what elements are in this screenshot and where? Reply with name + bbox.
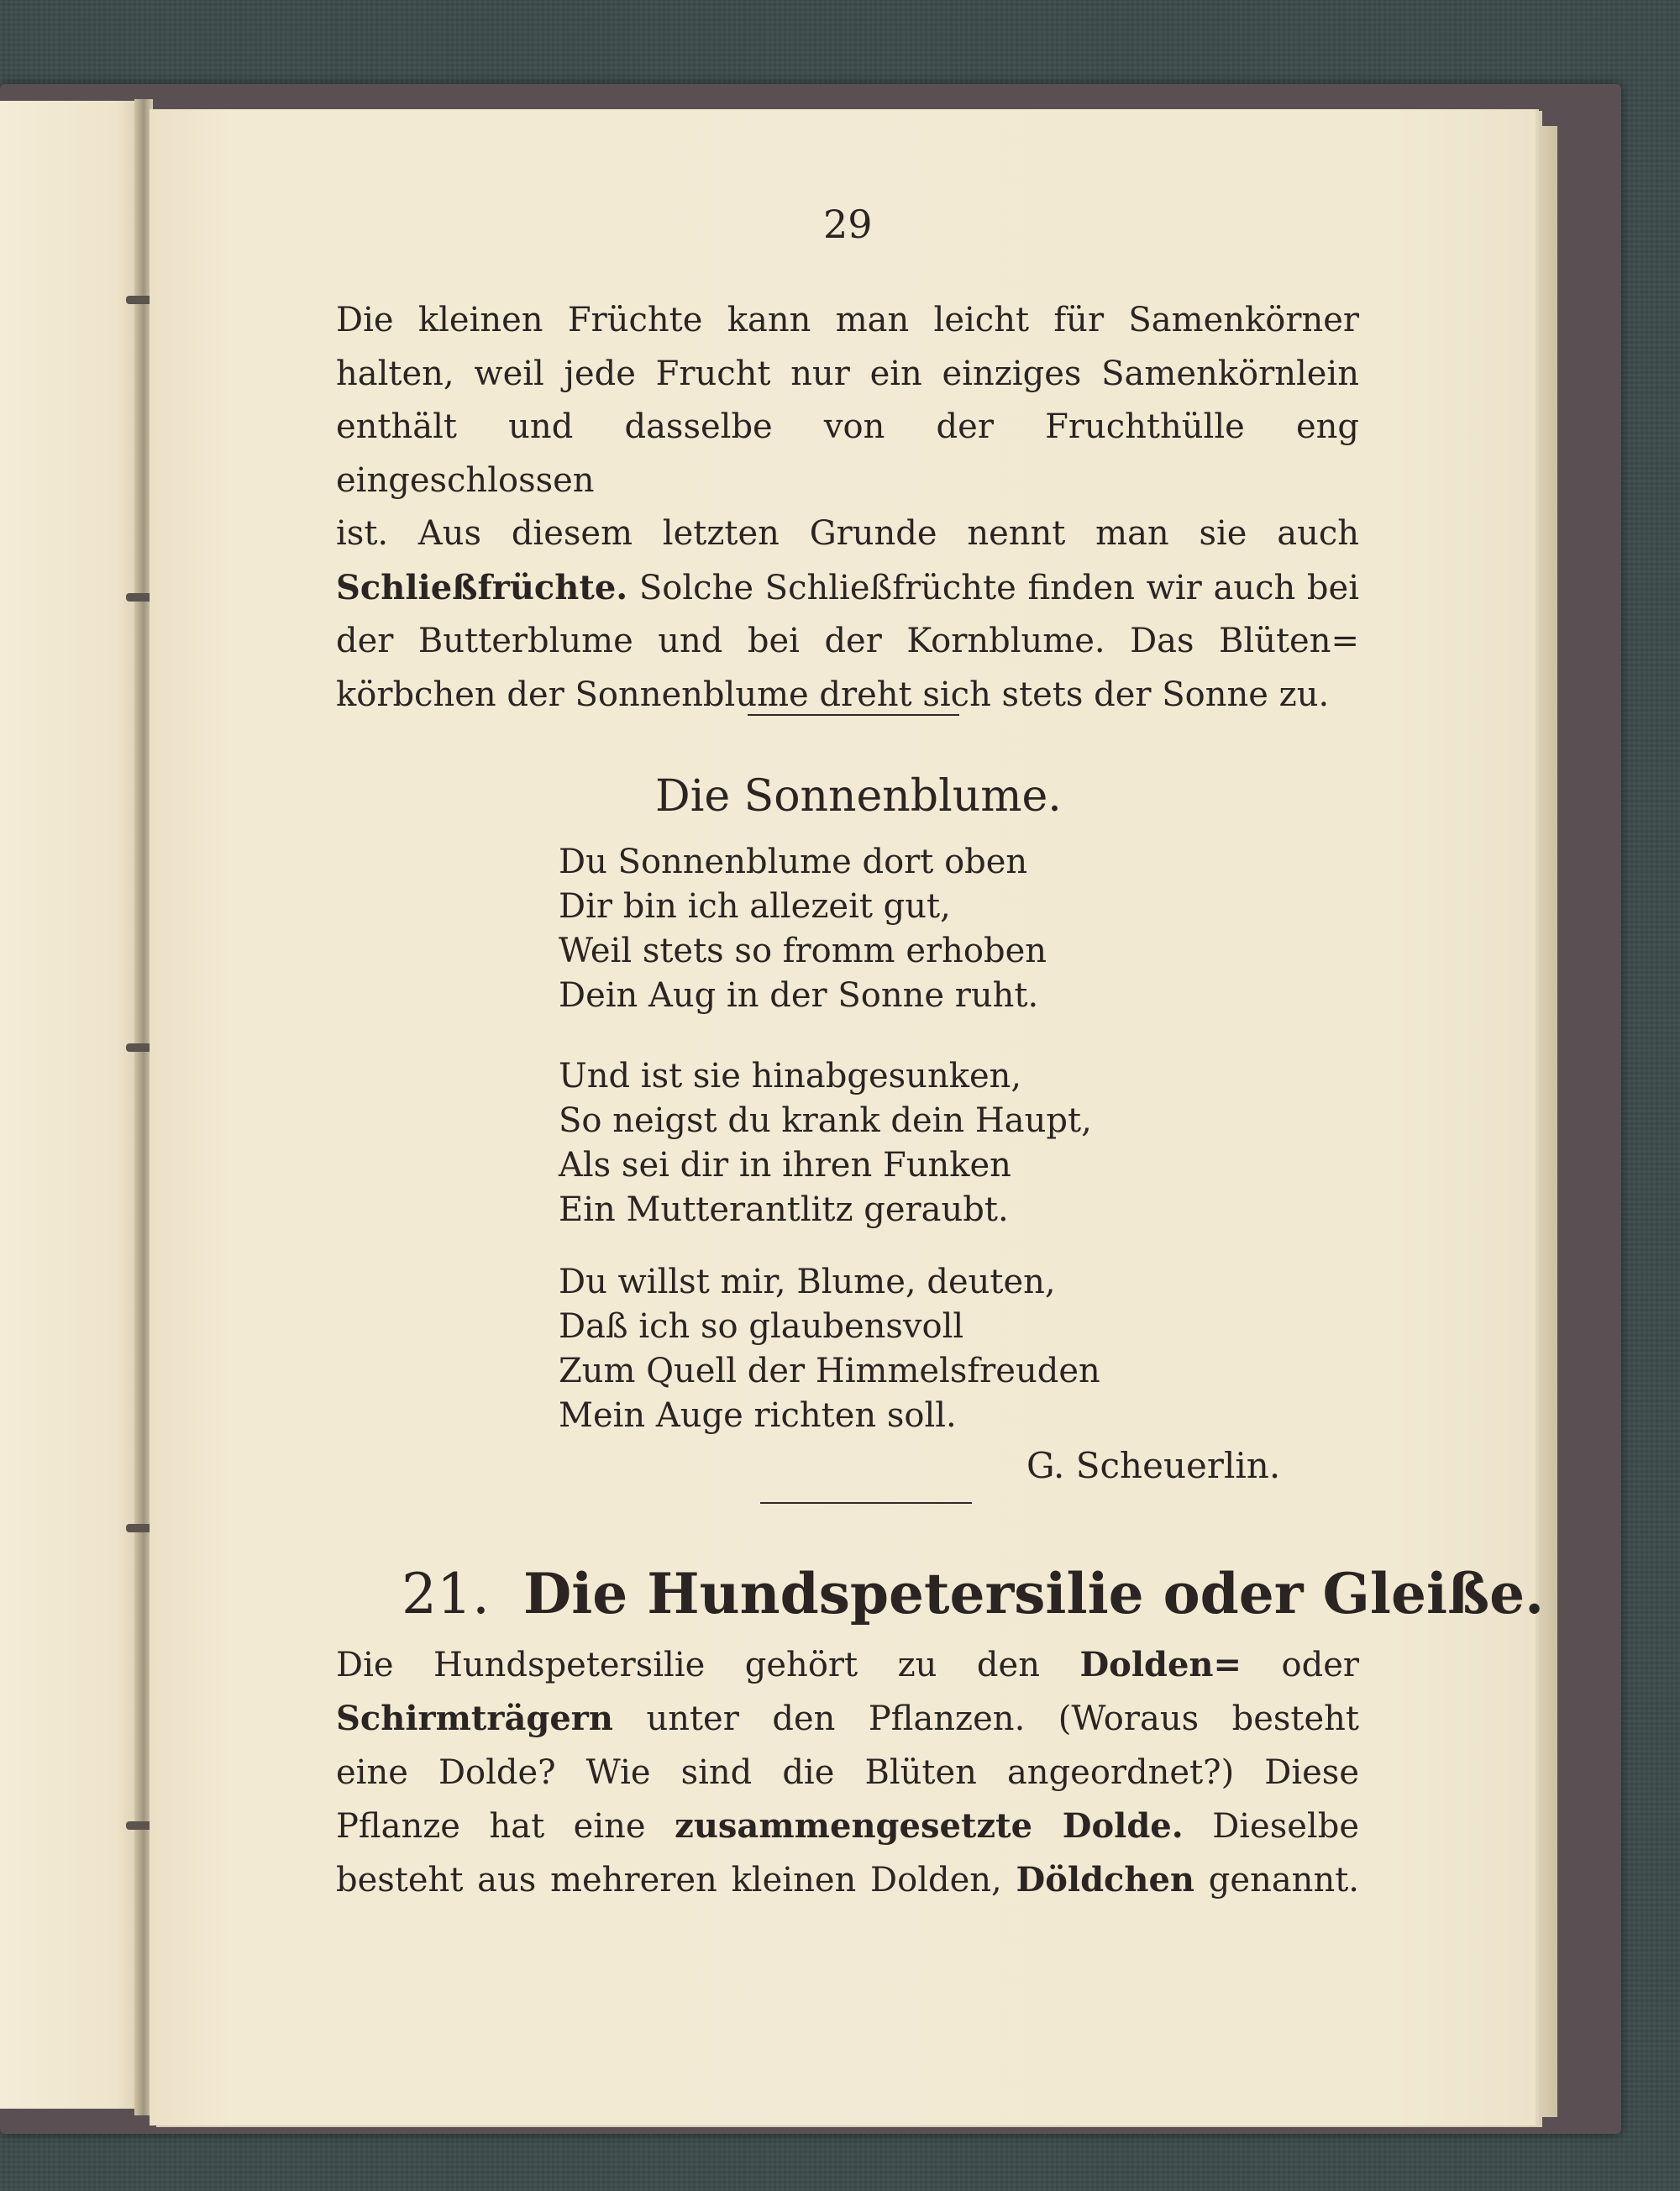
text-fragment: Die Hundspetersilie gehört zu den	[336, 1646, 1080, 1684]
poem-title: Die Sonnenblume.	[655, 771, 1062, 822]
text-line: enthält und dasselbe von der Fruchthülle eng eingeschlossen	[336, 407, 1359, 500]
text-line	[336, 1692, 1359, 1746]
poem-line: Dir bin ich allezeit gut,	[559, 887, 951, 926]
text-line	[336, 1853, 1359, 1907]
text-line: halten, weil jede Frucht nur ein einziges Samenkörnlein	[336, 354, 1359, 393]
poem-line: Weil stets so fromm erhoben	[559, 932, 1047, 970]
text-line	[336, 1638, 1359, 1692]
emphasis-term: Schließfrüchte.	[336, 567, 628, 607]
emphasis-term: zusammengesetzte Dolde.	[675, 1806, 1184, 1846]
section-heading	[402, 1561, 1544, 1626]
text-line	[336, 1746, 1359, 1800]
page-stack-edge	[1534, 126, 1557, 2117]
text-fragment: oder	[1242, 1646, 1360, 1684]
section-divider	[748, 714, 959, 716]
page-number: 29	[823, 202, 873, 247]
text-fragment: besteht aus mehreren kleinen Dolden,	[336, 1861, 1016, 1899]
text-line	[336, 1800, 1359, 1853]
emphasis-term: Schirmträgern	[336, 1699, 613, 1738]
text-fragment: unter den Pflanzen. (Woraus besteht	[612, 1700, 1359, 1738]
poem-stanza-1	[559, 840, 1047, 1018]
text-line: der Butterblume und bei der Kornblume. Das Blüten=	[336, 622, 1359, 660]
text-line: körbchen der Sonnenblume dreht sich stets der Sonne zu.	[336, 675, 1330, 714]
poem-stanza-2	[559, 1054, 1092, 1232]
section-divider	[760, 1502, 972, 1504]
left-page	[0, 101, 144, 2109]
poem-line: Und ist sie hinabgesunken,	[559, 1057, 1022, 1096]
poem-line: Du Sonnenblume dort oben	[559, 843, 1028, 881]
poem-line: Als sei dir in ihren Funken	[559, 1146, 1011, 1185]
poem-line: Du willst mir, Blume, deuten,	[559, 1263, 1056, 1301]
poem-line: Zum Quell der Himmelsfreuden	[559, 1352, 1100, 1390]
poem-stanza-3	[559, 1260, 1100, 1438]
text-line: ist. Aus diesem letzten Grunde nennt man sie auch	[336, 514, 1359, 553]
poem-line: So neigst du krank dein Haupt,	[559, 1101, 1092, 1140]
poem-line: Dein Aug in der Sonne ruht.	[559, 976, 1039, 1015]
poem-line: Mein Auge richten soll.	[559, 1396, 957, 1435]
poem-line: Daß ich so glaubensvoll	[559, 1307, 964, 1346]
text-line	[336, 561, 1359, 616]
intro-paragraph	[336, 294, 1359, 722]
poem-line: Ein Mutterantlitz geraubt.	[559, 1190, 1009, 1229]
section-title: Die Hundspetersilie oder Gleiße.	[522, 1561, 1545, 1626]
text-fragment: genannt.	[1194, 1861, 1359, 1899]
text-fragment: Dieselbe	[1183, 1807, 1359, 1846]
section-paragraph	[336, 1638, 1359, 1907]
text-fragment: Pflanze hat eine	[336, 1807, 675, 1846]
poem-author: G. Scheuerlin.	[1026, 1445, 1281, 1486]
emphasis-term: Döldchen	[1016, 1860, 1195, 1899]
emphasis-term: Dolden=	[1079, 1645, 1242, 1684]
text-fragment: Solche Schließfrüchte finden wir auch bei	[627, 568, 1359, 607]
section-number: 21.	[402, 1562, 490, 1626]
text-line: Die kleinen Früchte kann man leicht für Samenkörner	[336, 301, 1359, 339]
text-fragment: eine Dolde? Wie sind die Blüten angeordnet?) Diese	[336, 1753, 1359, 1792]
